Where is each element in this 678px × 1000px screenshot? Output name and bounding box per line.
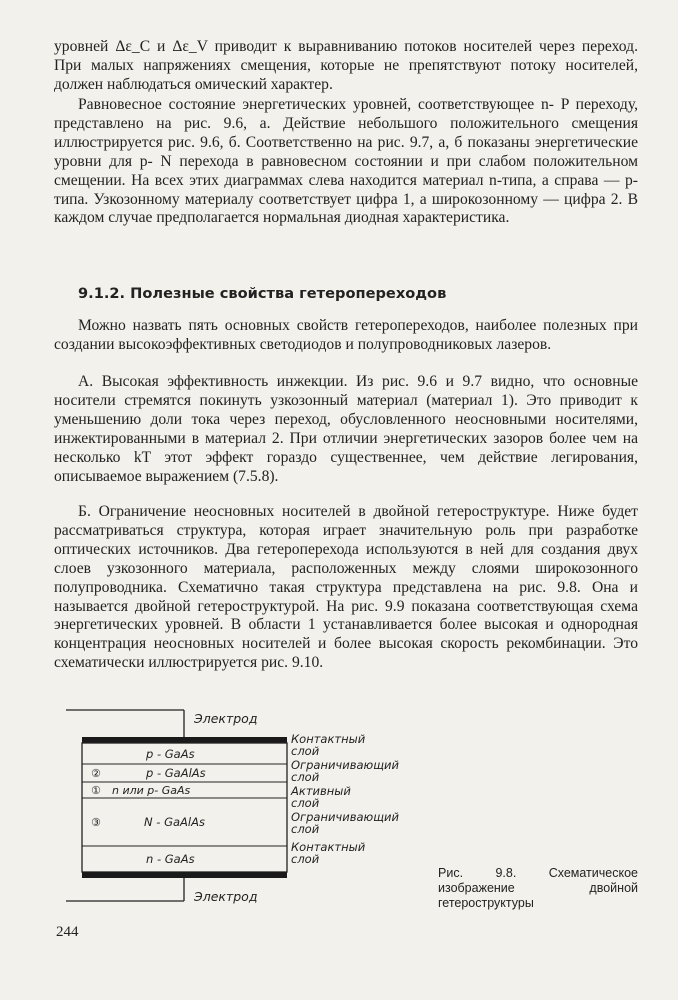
paragraph-3: [54, 317, 638, 355]
figure-caption: Рис. 9.8. Схематическое изображение двойной гетероструктуры: [438, 866, 638, 910]
side-label: слой: [291, 796, 320, 810]
layer-marker: ①: [91, 784, 101, 797]
side-label: Активный: [291, 784, 351, 798]
paragraph-1-text: уровней Δε_C и Δε_V приводит к выравниванию потоков носителей через переход. При малых напряжениях смещения, которые не препятствуют потоку носителей, должен наблюдаться омический характер.: [54, 38, 638, 93]
top-metal-contact: [82, 737, 287, 743]
layer-label: n или p- GaAs: [112, 784, 191, 797]
top-electrode-label: Электрод: [194, 711, 258, 726]
layer-marker: ③: [91, 816, 101, 829]
paragraph-1: [54, 38, 638, 95]
bottom-electrode-label: Электрод: [194, 889, 258, 904]
side-label: Ограничивающий: [291, 758, 399, 772]
layer-label: n - GaAs: [146, 852, 195, 866]
layer-label: p - GaAs: [146, 747, 195, 761]
paragraph-3-text: Можно назвать пять основных свойств гетеропереходов, наиболее полезных при создании высокоэффективных светодиодов и полупроводниковых лазеров.: [54, 317, 638, 353]
paragraph-4-text: А. Высокая эффективность инжекции. Из рис. 9.6 и 9.7 видно, что основные носители стремятся покинуть узкозонный материал (материал 1). Это приводит к уменьшению доли тока через переход, обусловленного неосновными носителями, инжектированными в материал 2. При отличии энергетических зазоров более чем на несколько kT этот эффект гораздо существеннее, чем действие легирования, описываемое выражением (7.5.8).: [54, 373, 638, 485]
side-label: Контактный: [291, 732, 366, 746]
paragraph-2: [54, 96, 638, 228]
heterostructure-figure: [60, 708, 430, 912]
layer-label: N - GaAlAs: [144, 815, 205, 829]
section-heading: 9.1.2. Полезные свойства гетеропереходов: [78, 285, 447, 302]
bottom-metal-contact: [82, 872, 287, 878]
paragraph-2-text: Равновесное состояние энергетических уровней, соответствующее n- P переходу, представлено на рис. 9.6, а. Действие небольшого положительного смещения иллюстрируется рис. 9.6, б. Соответственно на рис. 9.7, а, б показаны энергетические уровни для p- N перехода в равновесном состоянии и при слабом положительном смещении. На всех этих диаграммах слева находится материал n-типа, а справа — p-типа. Узкозонному материалу соответствует цифра 1, а широкозонному — цифра 2. В каждом случае предполагается нормальная диодная характеристика.: [54, 96, 638, 227]
side-label: слой: [291, 744, 320, 758]
paragraph-4: [54, 373, 638, 486]
side-label: Контактный: [291, 840, 366, 854]
layer-label: p - GaAlAs: [146, 766, 206, 780]
side-label: слой: [291, 852, 320, 866]
layer-marker: ②: [91, 767, 101, 780]
heterostructure-diagram: [60, 708, 430, 912]
paragraph-5: [54, 503, 638, 673]
page-number: 244: [56, 924, 79, 940]
side-label: слой: [291, 822, 320, 836]
side-label: Ограничивающий: [291, 810, 399, 824]
paragraph-5-text: Б. Ограничение неосновных носителей в двойной гетероструктуре. Ниже будет рассматриваться структура, которая играет значительную роль при разработке оптических источников. Два гетероперехода используются в ней для создания двух слоев узкозонного материала, расположенных между слоями широкозонного полупроводника. Схематично такая структура представлена на рис. 9.8. Она и называется двойной гетероструктурой. На рис. 9.9 показана соответствующая схема энергетических уровней. В области 1 устанавливается более высокая и однородная концентрация неосновных носителей и более высокая скорость рекомбинации. Это схематически иллюстрируется рис. 9.10.: [54, 503, 638, 672]
side-label: слой: [291, 770, 320, 784]
